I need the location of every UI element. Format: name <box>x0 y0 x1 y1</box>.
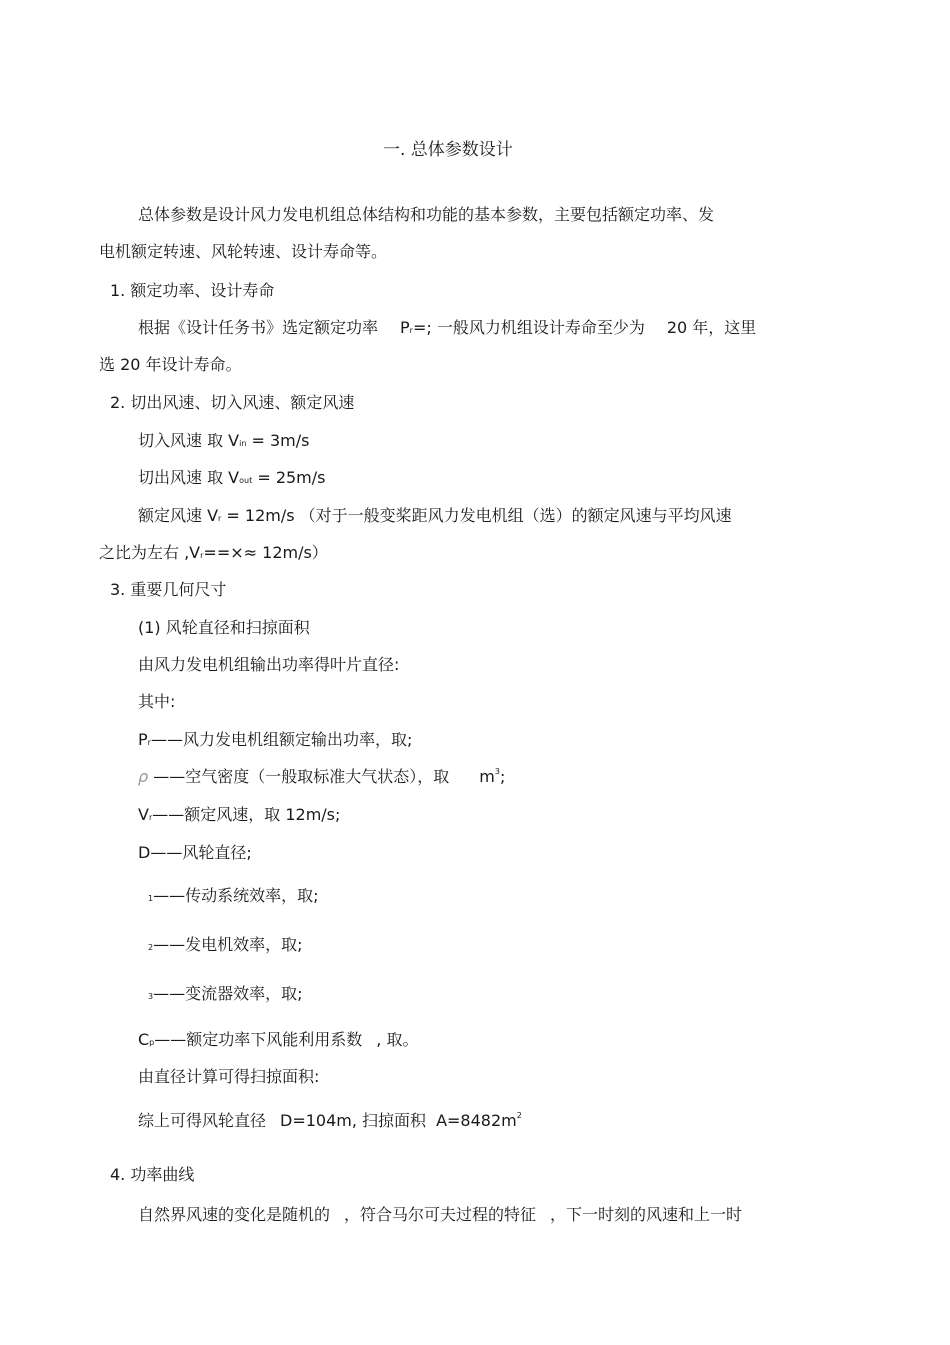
rated-text: = 12m/s （对于一般变桨距风力发电机组（选）的额定风速与平均风速 <box>221 506 732 525</box>
cut-out-value: = 25m/s <box>252 468 326 487</box>
rho-unit: m <box>479 767 495 786</box>
rho-desc: ——空气密度（一般取标准大气状态），取 <box>148 767 450 786</box>
pr-sub: r <box>147 738 151 747</box>
cut-in-sub: in <box>239 439 247 448</box>
s4-text-2: ，符合马尔可夫过程的特征 <box>344 1205 537 1224</box>
eta2-sub: 2 <box>148 943 154 952</box>
summary-diameter: D=104m <box>280 1111 352 1130</box>
section-3-heading: 3. 重要几何尺寸 <box>110 580 227 599</box>
cp-desc: ——额定功率下风能利用系数 <box>154 1030 363 1049</box>
summary-sup: 2 <box>516 1111 522 1120</box>
summary-area: A=8482m <box>436 1111 517 1130</box>
rho-symbol: ρ <box>138 767 149 786</box>
eta1-sub: 1 <box>148 894 154 903</box>
section-2-heading: 2. 切出风速、切入风速、额定风速 <box>110 393 355 412</box>
eta3-sub: 3 <box>148 992 154 1001</box>
vr-symbol: V <box>138 805 149 824</box>
d-symbol: D <box>138 843 151 862</box>
s4-text-1: 自然界风速的变化是随机的 <box>138 1205 331 1224</box>
subsection-1: (1) 风轮直径和扫掠面积 <box>138 618 310 637</box>
section-1-heading: 1. 额定功率、设计寿命 <box>110 281 275 300</box>
section-1-para-2: 选 20 年设计寿命。 <box>99 355 242 374</box>
eta3-desc: ——变流器效率，取; <box>153 984 303 1003</box>
cut-in-label: 切入风速 取 V <box>138 431 240 450</box>
s1-text: 根据《设计任务书》选定额定功率 <box>138 318 379 337</box>
intro-line-2: 电机额定转速、风轮转速、设计寿命等。 <box>99 242 388 261</box>
area-formula-line: 由直径计算可得扫掠面积: <box>138 1067 320 1086</box>
def-cp <box>138 1030 418 1053</box>
rho-end: ; <box>499 767 506 786</box>
def-eta2 <box>148 935 303 958</box>
cut-out-speed <box>138 468 325 491</box>
where-label: 其中: <box>138 692 176 711</box>
def-rho <box>138 767 505 790</box>
cp-end: , 取。 <box>376 1030 419 1049</box>
eta1-desc: ——传动系统效率，取; <box>153 886 319 905</box>
rated-label: 额定风速 V <box>138 506 219 525</box>
rho-sup: 3 <box>494 767 500 776</box>
eta2-desc: ——发电机效率，取; <box>153 935 303 954</box>
cp-sub: p <box>149 1038 155 1047</box>
diameter-formula-line: 由风力发电机组输出功率得叶片直径: <box>138 655 400 674</box>
summary-text-2: , 扫掠面积 <box>351 1111 427 1130</box>
pr-symbol: P <box>138 730 148 749</box>
cp-symbol: C <box>138 1030 150 1049</box>
def-eta1 <box>148 886 319 909</box>
rated-sub: r <box>218 514 222 523</box>
summary-line <box>138 1111 522 1134</box>
cut-in-speed <box>138 431 310 454</box>
s1-text-3: 20 年，这里 <box>666 318 757 337</box>
intro-line-1: 总体参数是设计风力发电机组总体结构和功能的基本参数，主要包括额定功率、发 <box>138 205 715 224</box>
cut-out-label: 切出风速 取 V <box>138 468 240 487</box>
s1-text-2: =; 一般风力机组设计寿命至少为 <box>412 318 645 337</box>
d-desc: ——风轮直径; <box>150 843 252 862</box>
s4-text-3: ，下一时刻的风速和上一时 <box>550 1205 743 1224</box>
vr-sub: r <box>148 813 153 822</box>
rated-text-3: ==×≈ 12m/s） <box>203 543 328 562</box>
rated-speed-cont <box>99 543 328 566</box>
def-eta3 <box>148 984 303 1007</box>
def-vr <box>138 805 340 828</box>
section-1-para <box>138 318 756 341</box>
def-d <box>138 843 252 863</box>
rated-sub-2: r <box>200 551 204 560</box>
pr-desc: ——风力发电机组额定输出功率，取; <box>150 730 413 749</box>
s1-p-symbol: P <box>400 318 410 337</box>
cut-out-sub: out <box>239 476 253 485</box>
rated-speed <box>138 506 732 529</box>
def-pr <box>138 730 412 753</box>
rated-text-2: 之比为左右 ,V <box>99 543 201 562</box>
cut-in-value: = 3m/s <box>246 431 310 450</box>
s1-p-sub: r <box>409 326 413 335</box>
summary-text: 综上可得风轮直径 <box>138 1111 267 1130</box>
section-4-para <box>138 1205 742 1225</box>
section-4-heading: 4. 功率曲线 <box>110 1165 195 1184</box>
page-title: 一. 总体参数设计 <box>383 140 513 160</box>
vr-desc: ——额定风速，取 12m/s; <box>152 805 341 824</box>
